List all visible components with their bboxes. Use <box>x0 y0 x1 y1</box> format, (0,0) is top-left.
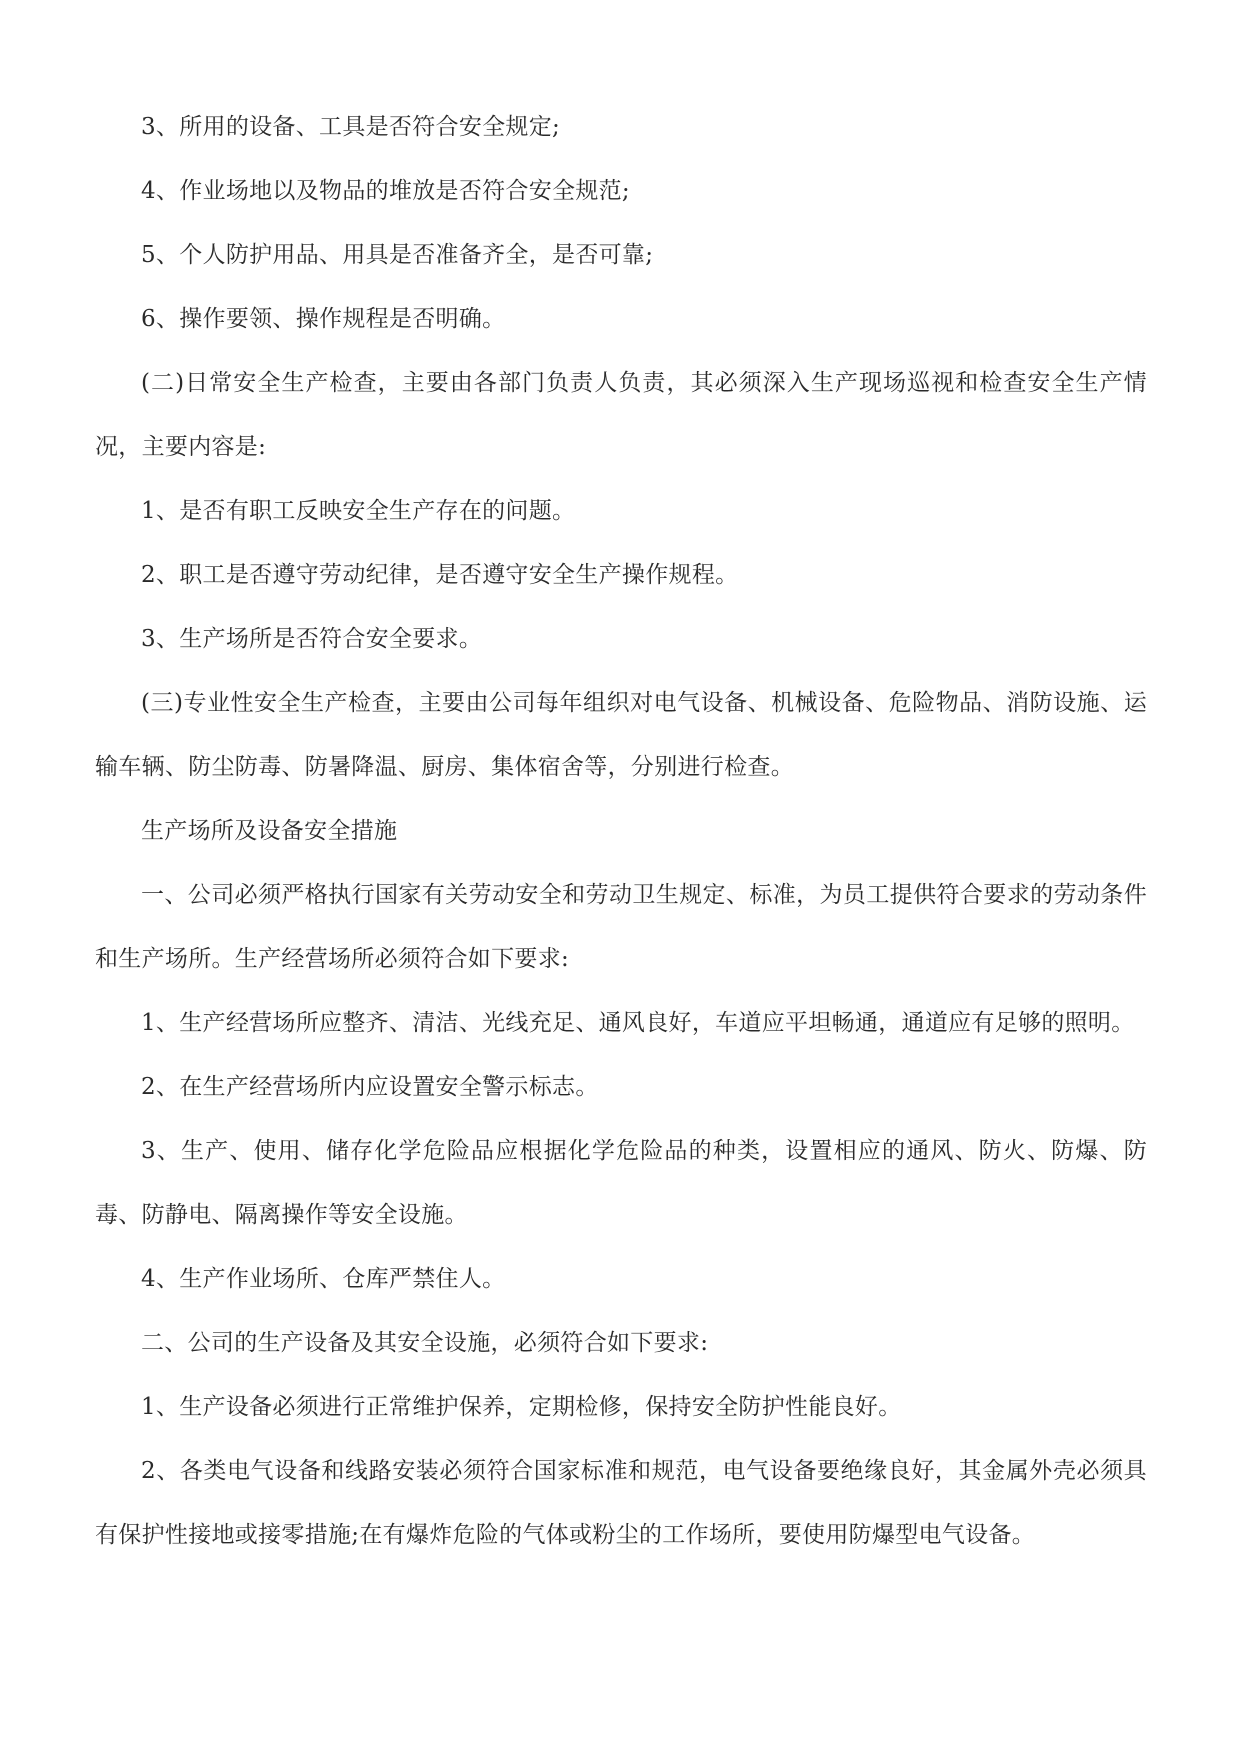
paragraph-equipment-item-2: 2、各类电气设备和线路安装必须符合国家标准和规范，电气设备要绝缘良好，其金属外壳必须具有保护性接地或接零措施;在有爆炸危险的气体或粉尘的工作场所，要使用防爆型电气设备。 <box>95 1458 1147 1548</box>
paragraph-item-6-operating-rules: 6、操作要领、操作规程是否明确。 <box>141 306 506 332</box>
paragraph-daily-item-3: 3、生产场所是否符合安全要求。 <box>141 626 483 652</box>
paragraph-special-inspection: (三)专业性安全生产检查，主要由公司每年组织对电气设备、机械设备、危险物品、消防设施、运输车辆、防尘防毒、防暑降温、厨房、集体宿舍等，分别进行检查。 <box>95 690 1147 780</box>
paragraph-site-item-2: 2、在生产经营场所内应设置安全警示标志。 <box>141 1074 599 1100</box>
paragraph-daily-inspection: (二)日常安全生产检查，主要由各部门负责人负责，其必须深入生产现场巡视和检查安全生产情况，主要内容是: <box>95 370 1147 460</box>
paragraph-item-4-site-storage: 4、作业场地以及物品的堆放是否符合安全规范; <box>141 178 630 204</box>
paragraph-section-one: 一、公司必须严格执行国家有关劳动安全和劳动卫生规定、标准，为员工提供符合要求的劳动条件和生产场所。生产经营场所必须符合如下要求: <box>95 882 1147 972</box>
paragraph-site-item-4: 4、生产作业场所、仓库严禁住人。 <box>141 1266 506 1292</box>
paragraph-item-3-equipment: 3、所用的设备、工具是否符合安全规定; <box>141 114 561 140</box>
document-page <box>95 95 1147 1567</box>
paragraph-daily-item-2: 2、职工是否遵守劳动纪律，是否遵守安全生产操作规程。 <box>141 562 739 588</box>
paragraph-site-item-1: 1、生产经营场所应整齐、清洁、光线充足、通风良好，车道应平坦畅通，通道应有足够的照明。 <box>141 1010 1135 1036</box>
paragraph-daily-item-1: 1、是否有职工反映安全生产存在的问题。 <box>141 498 576 524</box>
paragraph-site-item-3: 3、生产、使用、储存化学危险品应根据化学危险品的种类，设置相应的通风、防火、防爆、防毒、防静电、隔离操作等安全设施。 <box>95 1138 1147 1228</box>
section-heading-site-safety: 生产场所及设备安全措施 <box>141 818 398 844</box>
paragraph-item-5-protective-gear: 5、个人防护用品、用具是否准备齐全，是否可靠; <box>141 242 654 268</box>
paragraph-section-two: 二、公司的生产设备及其安全设施，必须符合如下要求: <box>141 1330 709 1356</box>
paragraph-equipment-item-1: 1、生产设备必须进行正常维护保养，定期检修，保持安全防护性能良好。 <box>141 1394 902 1420</box>
